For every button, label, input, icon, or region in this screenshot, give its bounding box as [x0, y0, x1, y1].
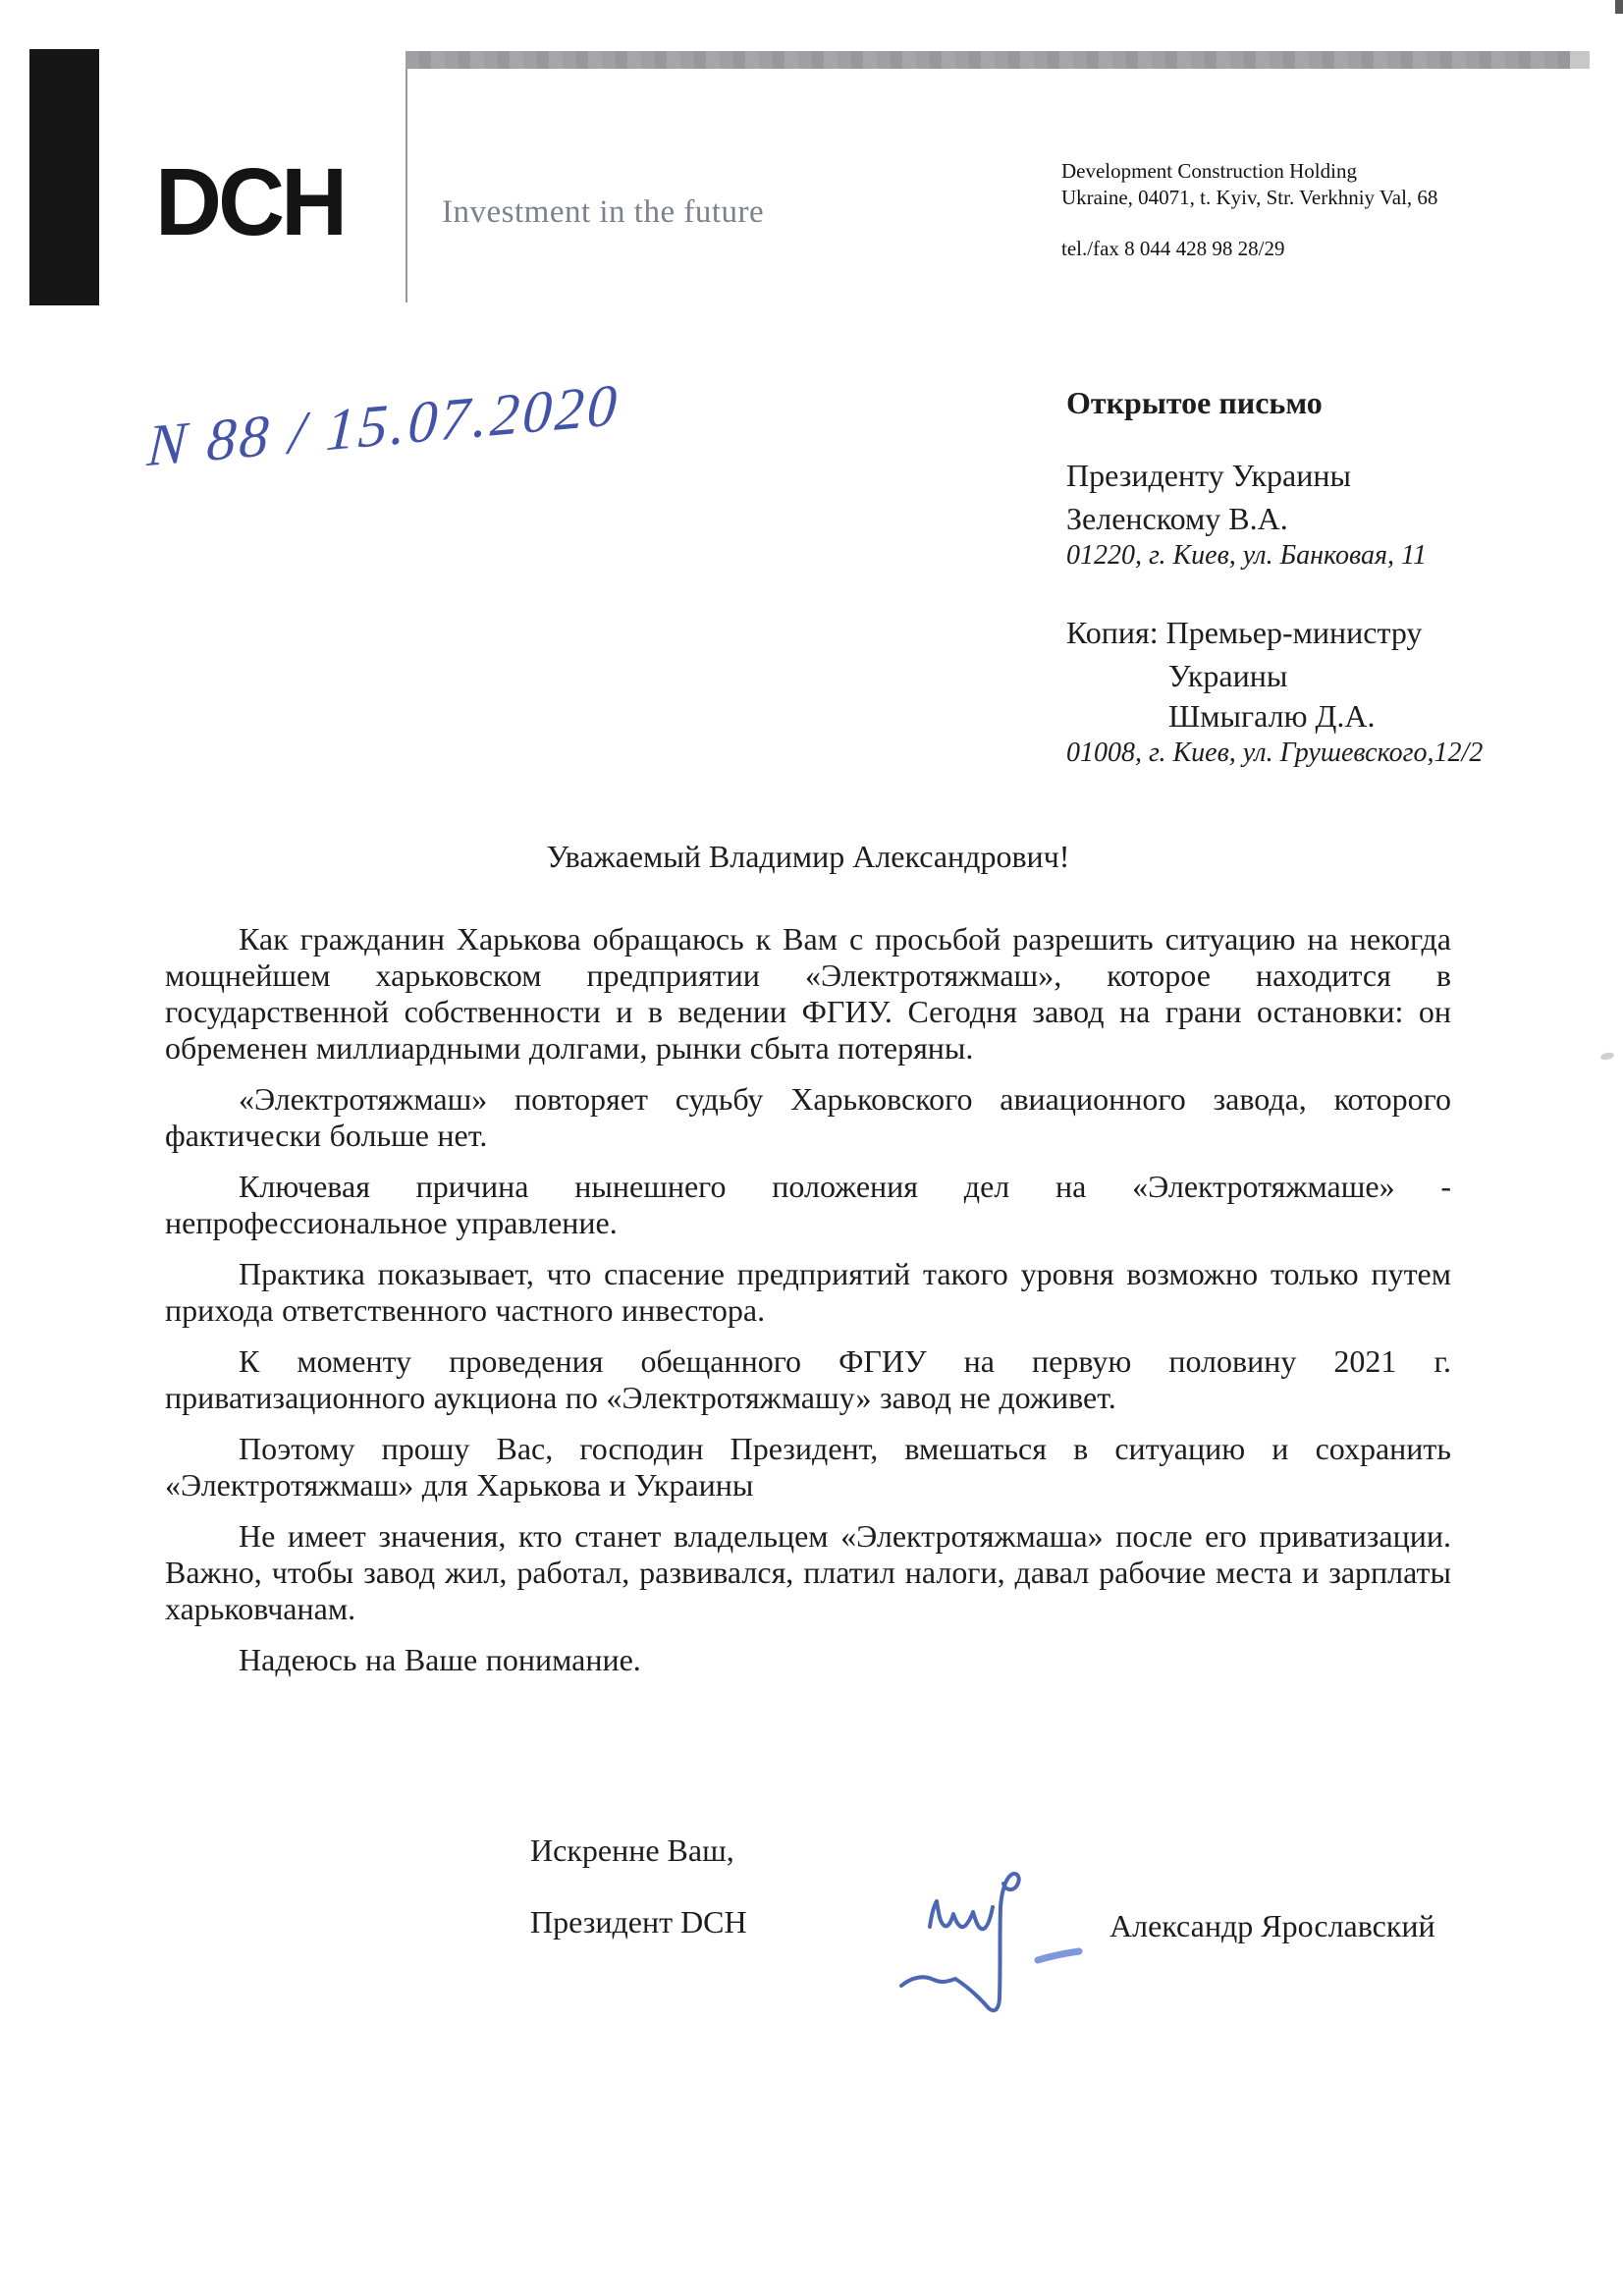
valediction: Искренне Ваш,: [530, 1832, 734, 1868]
body-paragraph: Не имеет значения, кто станет владельцем «Электротяжмаша» после его приватизации. Важно, чтобы завод жил, работал, развивался, платил налоги, давал рабочие места и зарплаты харьковчанам.: [165, 1518, 1451, 1626]
signer-name: Александр Ярославский: [1109, 1908, 1435, 1943]
dch-logo: DCH: [155, 148, 345, 255]
header-gray-bar-tail: [1570, 51, 1590, 69]
body-paragraph: Как гражданин Харькова обращаюсь к Вам с просьбой разрешить ситуацию на некогда мощнейшем харьковском предприятии «Электротяжмаш», которое находится в государственной собственности и в ведении ФГИУ. Сегодня завод на грани остановки: он обременен миллиардными долгами, рынки сбыта потеряны.: [165, 921, 1451, 1066]
body-paragraph: Надеюсь на Ваше понимание.: [239, 1642, 641, 1677]
body-paragraph: «Электротяжмаш» повторяет судьбу Харьковского авиационного завода, которого фактически больше нет.: [165, 1081, 1451, 1153]
recipient-copy-address: 01008, г. Киев, ул. Грушевского,12/2: [1066, 738, 1484, 768]
scan-artifact: [1599, 1052, 1614, 1062]
recipient-copy-name: Шмыгалю Д.А.: [1168, 698, 1376, 734]
recipient-to-line: Президенту Украины: [1066, 458, 1351, 493]
letter-body: [165, 921, 1451, 1693]
scan-artifact: [1615, 0, 1623, 14]
body-paragraph: Ключевая причина нынешнего положения дел на «Электротяжмаше» - непрофессиональное управление.: [165, 1169, 1451, 1240]
letter-type-heading: Открытое письмо: [1066, 385, 1323, 420]
salutation: Уважаемый Владимир Александрович!: [546, 839, 1070, 874]
signer-title: Президент DCH: [530, 1904, 747, 1940]
company-name: Development Construction Holding: [1061, 159, 1357, 183]
recipient-copy-label: Копия: Премьер-министру: [1066, 615, 1423, 650]
logo-accent-bar: [29, 49, 99, 305]
body-paragraph: Практика показывает, что спасение предприятий такого уровня возможно только путем прихода ответственного частного инвестора.: [165, 1256, 1451, 1328]
company-address: Ukraine, 04071, t. Kyiv, Str. Verkhniy Val, 68: [1061, 186, 1438, 209]
body-paragraph: К моменту проведения обещанного ФГИУ на первую половину 2021 г. приватизационного аукциона по «Электротяжмашу» завод не доживет.: [165, 1343, 1451, 1415]
reg-number-handwritten: N 88 / 15.07.2020: [145, 371, 622, 479]
signature-handwriting: [889, 1852, 1095, 2029]
header-divider-line: [406, 69, 407, 302]
company-tagline: Investment in the future: [442, 194, 765, 230]
recipient-to-name: Зеленскому В.А.: [1066, 501, 1288, 536]
company-phone: tel./fax 8 044 428 98 28/29: [1061, 237, 1285, 260]
header-gray-bar: [406, 51, 1570, 69]
company-address-block: [1061, 158, 1437, 262]
body-paragraph: Поэтому прошу Вас, господин Президент, вмешаться в ситуацию и сохранить «Электротяжмаш» для Харькова и Украины: [165, 1431, 1451, 1503]
recipient-to-address: 01220, г. Киев, ул. Банковая, 11: [1066, 540, 1427, 571]
recipient-copy-line: Украины: [1168, 658, 1288, 693]
